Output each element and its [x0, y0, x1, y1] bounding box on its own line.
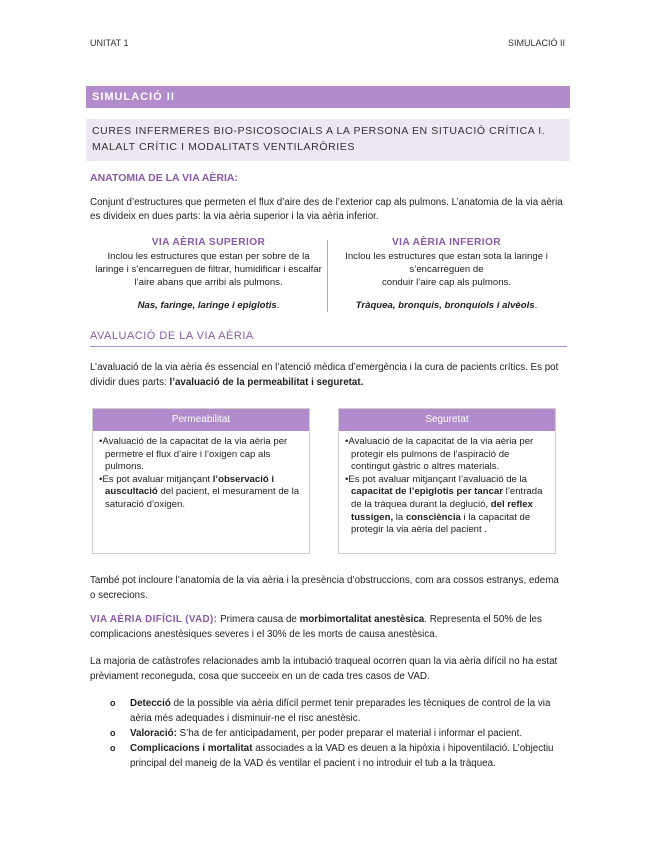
lower-airway-line-1: Inclou les estructures que estan sota la laringe i — [345, 251, 548, 262]
permeability-card-body — [93, 431, 309, 517]
safety-bullet-2-bold-3: consciència — [405, 511, 461, 523]
permeability-bullet-2 — [99, 474, 303, 512]
permeability-card — [92, 408, 310, 554]
evaluation-text-main: L’avaluació de la via aèria és essencial en l’atenció mèdica d’emergència i la cura de pacients crítics. Es pot dividir dues parts: — [90, 362, 559, 388]
safety-bullet-2 — [345, 474, 549, 537]
upper-airway-summary-text: Nas, faringe, laringe i epiglotis — [137, 300, 277, 311]
safety-card — [338, 408, 556, 554]
page-header — [90, 38, 565, 48]
vad-bullet-detection — [110, 696, 568, 726]
permeability-bullet-2-pre: Es pot avaluar mitjançant — [102, 473, 213, 485]
vad-bullet-assessment-bold: Valoració: — [130, 728, 177, 739]
lower-airway-line-2: s’encarreguen de — [409, 264, 484, 275]
vad-bullet-detection-bold: Detecció — [130, 698, 171, 709]
safety-bullet-2-bold-2: del reflex tussigen, — [351, 498, 533, 523]
safety-bullet-1: • Avaluació de la capacitat de la via aèria per protegir els pulmons de l’aspiració de contingut gàstric o altres materials. — [345, 436, 549, 474]
header-unit: UNITAT 1 — [90, 38, 129, 48]
safety-bullet-2-mid-2: la — [393, 511, 406, 523]
lower-airway-summary — [332, 299, 561, 312]
vad-bullet-complications-bold: Complicacions i mortalitat — [130, 743, 253, 754]
vad-post: . Representa el 50% de les complicacions anestèsiques severes i el 30% de les morts de causa anestèsica. — [90, 614, 542, 640]
safety-bullet-2-mid-1: l’entrada de la tràquea durant la deglució, — [351, 486, 543, 510]
evaluation-heading: AVALUACIÓ DE LA VIA AÈRIA — [90, 330, 567, 347]
vad-bullet-list — [110, 696, 568, 771]
lower-airway-summary-end: . — [534, 300, 538, 311]
lower-airway-line-3: conduir l’aire cap als pulmons. — [381, 277, 512, 288]
majority-paragraph: La majoria de catàstrofes relacionades amb la intubació traqueal ocorren quan la via aèria difícil no ha estat prèviament reconeguda, cosa que succeeix en un de cada tres casos de VAD. — [90, 656, 558, 682]
safety-bullet-2-post: i la capacitat de protegir la via aèria del pacient . — [351, 511, 531, 536]
upper-airway-column — [90, 236, 327, 316]
safety-card-body — [339, 431, 555, 542]
subtitle-line-2: MALALT CRÍTIC I MODALITATS VENTILARÒRIES — [92, 141, 356, 153]
lower-airway-summary-text: Tràquea, bronquis, bronquíols i alvèols — [355, 300, 535, 311]
permeability-bullet-2-post: del pacient, el mesurament de la saturació d’oxigen. — [105, 486, 300, 510]
vad-paragraph — [90, 612, 568, 642]
vad-title: VIA AÈRIA DIFÍCIL (VAD): — [90, 614, 218, 625]
vad-pre: Primera causa de — [217, 614, 300, 625]
permeability-card-title: Permeabilitat — [93, 409, 309, 431]
upper-airway-text: Inclou les estructures que estan per sobre de la laringe i s’encarreguen de filtrar, humidificar i escalfar l’aire abans que arribi als pulmons. — [95, 251, 322, 288]
upper-airway-summary — [94, 299, 323, 312]
bullet-marker: o — [110, 728, 116, 738]
subtitle-line-1: CURES INFERMERES BIO-PSICOSOCIALS A LA PERSONA EN SITUACIÓ CRÍTICA I. — [92, 125, 546, 137]
also-paragraph: També pot incloure l’anatomia de la via aèria i la presència d’obstruccions, com ara cossos estranys, edema o secrecions. — [90, 575, 559, 601]
evaluation-text — [90, 360, 565, 390]
anatomy-heading: ANATOMIA DE LA VIA AÈRIA: — [90, 172, 238, 184]
vad-bold: morbimortalitat anestèsica — [299, 614, 425, 625]
permeability-bullet-2-bold: l’observació i auscultació — [105, 473, 275, 498]
subtitle-box — [86, 119, 570, 161]
safety-bullet-2-bold-1: capacitat de l’epiglotis per tancar — [351, 486, 503, 498]
vad-bullet-assessment-text: S’ha de fer anticipadament, per poder preparar el material i informar el pacient. — [176, 728, 523, 739]
vad-bullet-detection-text: de la possible via aèria difícil permet tenir preparades les tècniques de control de la via aèria més adequades i disminuir-ne el risc anestèsic. — [130, 698, 551, 724]
vad-bullet-complications — [110, 741, 568, 771]
lower-airway-title: VIA AÈRIA INFERIOR — [391, 237, 502, 248]
bullet-marker: o — [110, 698, 116, 708]
upper-airway-title: VIA AÈRIA SUPERIOR — [151, 237, 266, 248]
permeability-bullet-1: • Avaluació de la capacitat de la via aèria per permetre el flux d’aire i l’oxigen cap als pulmons. — [99, 436, 303, 474]
title-banner: SIMULACIÓ II — [86, 86, 570, 108]
safety-bullet-2-pre: Es pot avaluar mitjançant l’avaluació de la — [348, 473, 528, 485]
upper-airway-summary-end: . — [276, 300, 280, 311]
bullet-marker: o — [110, 743, 116, 753]
airway-columns — [90, 236, 565, 316]
safety-card-title: Seguretat — [339, 409, 555, 431]
anatomy-intro: Conjunt d’estructures que permeten el flux d’aire des de l’exterior cap als pulmons. L’anatomia de la via aèria es divideix en dues parts: la via aèria superior i la via aèria inferior. — [90, 197, 563, 222]
vad-bullet-complications-text: associades a la VAD es deuen a la hipòxia i hipoventilació. L’objectiu principal del maneig de la VAD és ventilar el pacient i no introduir el tub a la tràquea. — [130, 743, 554, 769]
header-section: SIMULACIÓ II — [507, 38, 565, 48]
vad-bullet-assessment — [110, 726, 568, 741]
evaluation-text-bold: l’avaluació de la permeabilitat i seguretat. — [169, 377, 364, 388]
lower-airway-column — [328, 236, 565, 316]
